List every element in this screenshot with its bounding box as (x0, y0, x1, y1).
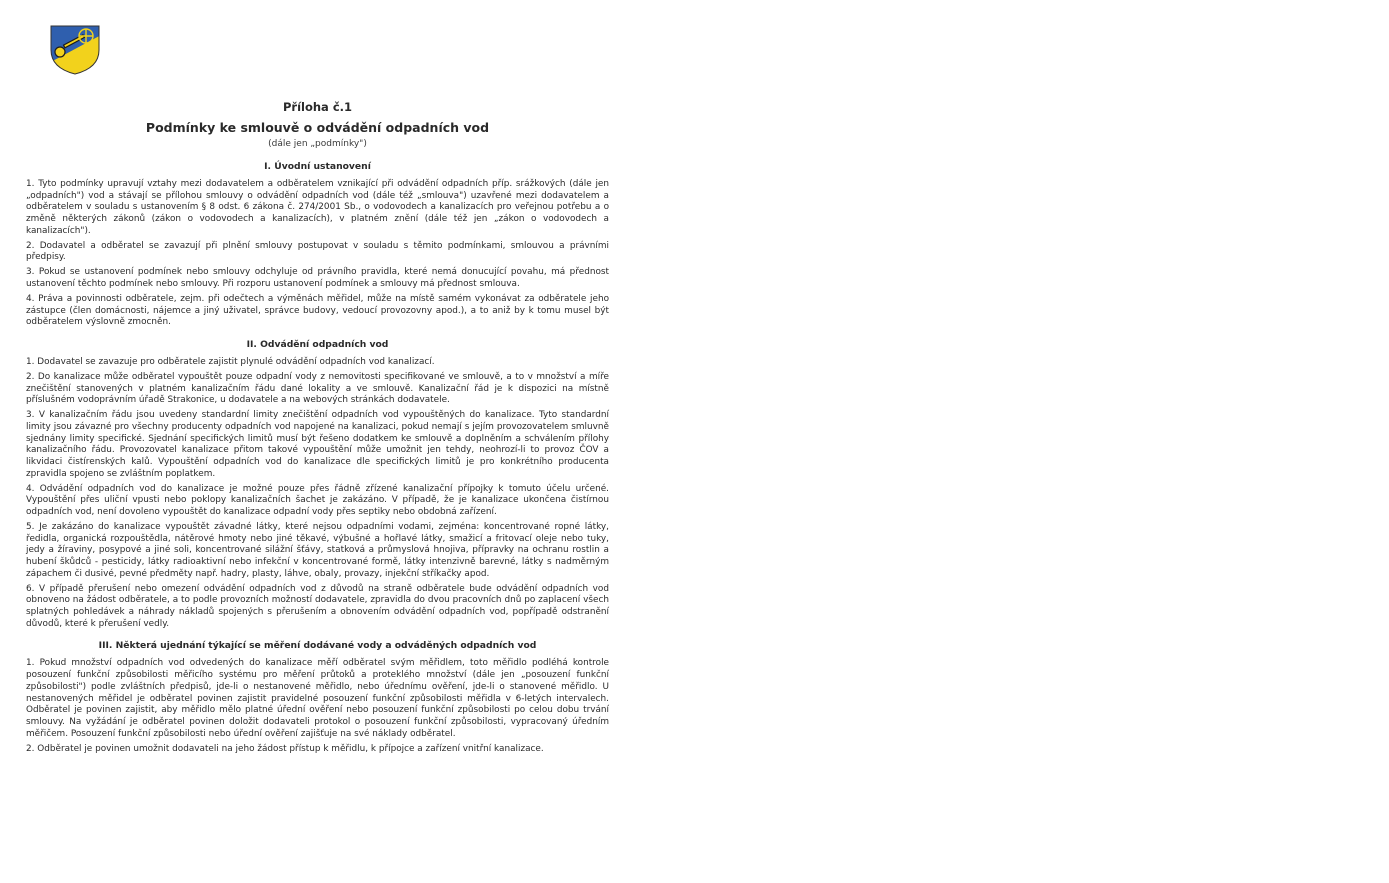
section-introduction (26, 161, 609, 329)
paragraph: 2. Do kanalizace může odběratel vypouštět pouze odpadní vody z nemovitosti specifikované ve smlouvě, a to v množství a míře znečištění stanovených v platném kanalizačním řádu dané lokality a ve smlouvě. Kanalizační řád je k dispozici na místně příslušném vodoprávním úřadě Strakonice, u dodavatele a na webových stránkách dodavatele. (26, 371, 609, 406)
paragraph: 1. Dodavatel se zavazuje pro odběratele zajistit plynulé odvádění odpadních vod kanalizací. (26, 357, 435, 367)
paragraph: 3. Pokud se ustanovení podmínek nebo smlouvy odchyluje od právního pravidla, které nemá donucující povahu, má přednost ustanovení těchto podmínek nebo smlouvy. Při rozporu ustanovení podmínek a smlouvy má přednost smlouva. (26, 267, 609, 289)
paragraph: 3. V kanalizačním řádu jsou uvedeny standardní limity znečištění odpadních vod vypouštěných do kanalizace. Tyto standardní limity jsou závazné pro všechny producenty odpadních vod napojené na kanalizaci, pokud nemají s jejím provozovatelem smluvně sjednány limity specifické. Sjednání specifických limitů musí být řešeno dodatkem ke smlouvě a doplněním a schválením přílohy kanalizačního řádu. Provozovatel kanalizace přitom takové vypouštění může umožnit jen tehdy, neohrozí-li to provoz ČOV a likvidaci čistírenských kalů. Vypouštění odpadních vod do kanalizace dle specifických limitů je pro konkrétního producenta zpravidla spojeno se zvláštním poplatkem. (26, 410, 609, 479)
paragraph: 4. Práva a povinnosti odběratele, zejm. při odečtech a výměnách měřidel, může na místě samém vykonávat za odběratele jeho zástupce (člen domácnosti, nájemce a jiný uživatel, správce budovy, vedoucí provozovny apod.), a to aniž by k tomu musel být odběratelem výslovně zmocněn. (26, 293, 609, 328)
paragraph: 4. Odvádění odpadních vod do kanalizace je možné pouze přes řádně zřízené kanalizační přípojky k tomuto účelu určené. Vypouštění přes uliční vpusti nebo poklopy kanalizačních šachet je zakázáno. V případě, že je kanalizace ukončena čistírnou odpadních vod, není dovoleno vypouštět do kanalizace odpadní vody přes septiky nebo obdobná zařízení. (26, 483, 609, 517)
paragraph: 1. Pokud množství odpadních vod odvedených do kanalizace měří odběratel svým měřidlem, toto měřidlo podléhá kontrole posouzení funkční způsobilosti měřicího systému pro měření průtoků a proteklého množství (dále jen „posouzení funkční způsobilosti") podle zvláštních předpisů, jde-li o nestanovené měřidlo, nebo úřednímu ověření, jde-li o stanovené měřidlo. U nestanovených měřidel je odběratel povinen zajistit pravidelné posouzení funkční způsobilosti měřidla v 6-letých intervalech. Odběratel je povinen zajistit, aby měřidlo mělo platné úřední ověření nebo posouzení funkční způsobilosti po celou dobu trvání smlouvy. Na vyžádání je odběratel povinen doložit dodavateli protokol o posouzení funkční způsobilosti, vypracovaný úředním měřičem. Posouzení funkční způsobilosti nebo úřední ověření zajišťuje na své náklady odběratel. (26, 658, 609, 739)
paragraph: 2. Odběratel je povinen umožnit dodavateli na jeho žádost přístup k měřidlu, k přípojce a zařízení vnitřní kanalizace. (26, 743, 544, 754)
section-heading: II. Odvádění odpadních vod (246, 339, 389, 350)
section-heading: III. Některá ujednání týkající se měření dodávané vody a odváděných odpadních vod (98, 640, 537, 652)
document-content (26, 100, 609, 758)
section-measurement (26, 640, 609, 755)
paragraph: 2. Dodavatel a odběratel se zavazují při plnění smlouvy postupovat v souladu s těmito podmínkami, smlouvou a právními předpisy. (26, 240, 609, 263)
section-wastewater-discharge (26, 339, 609, 630)
document-subtitle: (dále jen „podmínky") (268, 139, 367, 149)
paragraph: 1. Tyto podmínky upravují vztahy mezi dodavatelem a odběratelem vznikající při odvádění odpadních příp. srážkových (dále jen „odpadních") vod a stávají se přílohou smlouvy o odvádění odpadních vod (dále též „smlouva") uzavřené mezi dodavatelem a odběratelem v souladu s ustanovením § 8 odst. 6 zákona č. 274/2001 Sb., o vodovodech a kanalizacích pro veřejnou potřebu a o změně některých zákonů (zákon o vodovodech a kanalizacích), v platném znění (dále též jen „zákon o vodovodech a kanalizacích"). (26, 179, 609, 236)
section-heading: I. Úvodní ustanovení (264, 161, 371, 172)
paragraph: 5. Je zakázáno do kanalizace vypouštět závadné látky, které nejsou odpadními vodami, zejména: koncentrované ropné látky, ředidla, organická rozpouštědla, nátěrové hmoty nebo jiné těkavé, výbušné a hořlavé látky, smažicí a fritovací oleje nebo tuky, jedy a žíraviny, posypové a jiné soli, koncentrované silážní šťávy, statková a průmyslová hnojiva, přípravky na ochranu rostlin a hubení škůdců - pesticidy, látky radioaktivní nebo infekční v koncentrované formě, látky intenzivně barevné, látky s nadměrným zápachem či dusivé, pevné předměty např. hadry, plasty, láhve, obaly, provazy, injekční stříkačky apod. (26, 521, 609, 579)
paragraph: 6. V případě přerušení nebo omezení odvádění odpadních vod z důvodů na straně odběratele bude odvádění odpadních vod obnoveno na žádost odběratele, a to podle provozních možností dodavatele, zpravidla do dvou pracovních dnů po zaplacení všech splatných pohledávek a náhrady nákladů spojených s přerušením a obnovením odvádění odpadních vod, popřípadě odstranění důvodů, které k přerušení vedly. (26, 583, 609, 629)
annex-label: Příloha č.1 (282, 100, 353, 114)
municipal-coat-of-arms (47, 24, 103, 76)
document-title: Podmínky ke smlouvě o odvádění odpadních vod (145, 120, 490, 135)
